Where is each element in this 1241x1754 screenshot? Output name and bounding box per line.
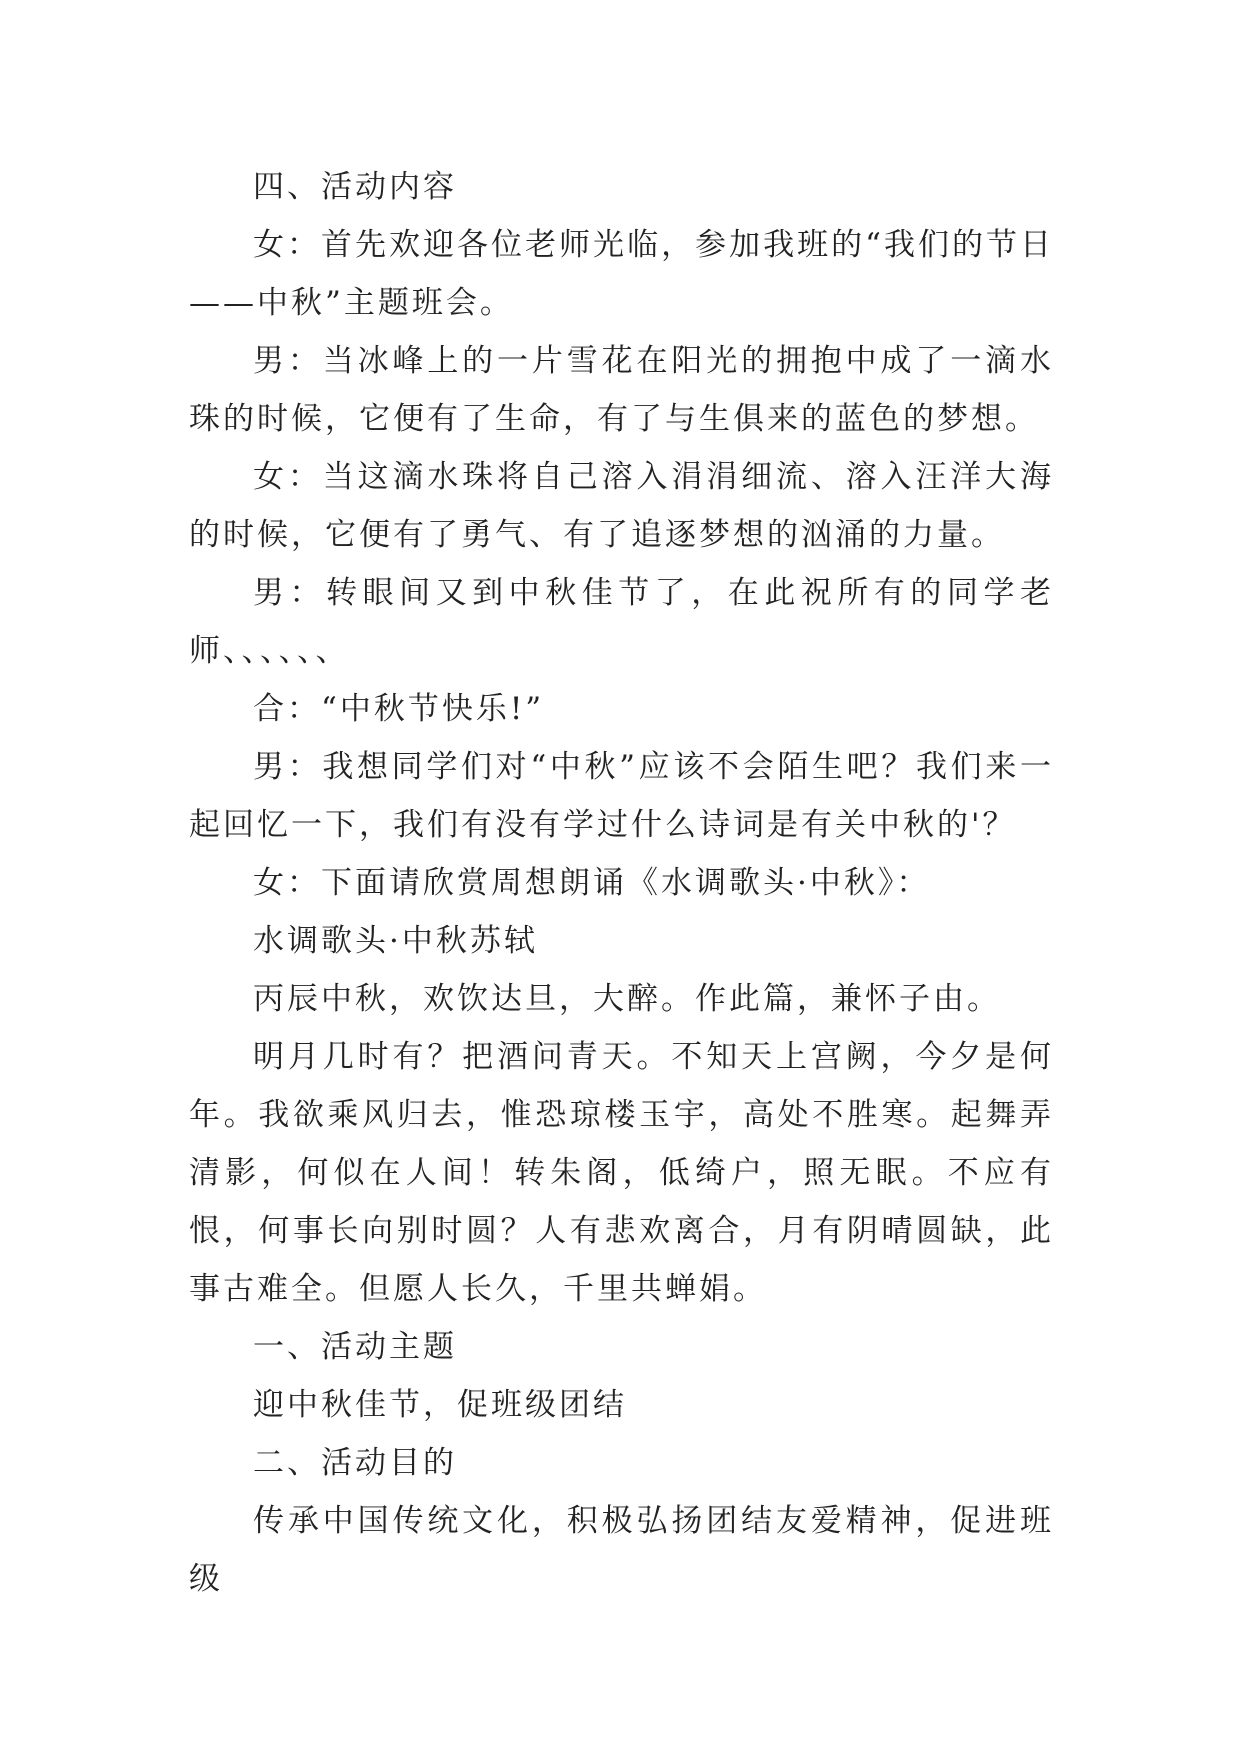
poem-title: 水调歌头·中秋苏轼 [253, 923, 538, 959]
poem-preface: 丙辰中秋，欢饮达旦，大醉。作此篇，兼怀子由。 [253, 981, 1001, 1017]
dialogue-paragraph: 男：我想同学们对“中秋”应该不会陌生吧？我们来一起回忆一下，我们有没有学过什么诗词是有关中秋的'？ [189, 749, 1054, 843]
section-heading-activity-purpose: 二、活动目的 [253, 1445, 457, 1481]
body-paragraph: 迎中秋佳节，促班级团结 [253, 1387, 627, 1423]
document-body [189, 158, 1054, 1608]
poem-body: 明月几时有？把酒问青天。不知天上宫阙，今夕是何年。我欲乘风归去，惟恐琼楼玉宇，高处不胜寒。起舞弄清影，何似在人间！转朱阁，低绮户，照无眠。不应有恨，何事长向别时圆？人有悲欢离合，月有阴晴圆缺，此事古难全。但愿人长久，千里共蝉娟。 [189, 1039, 1054, 1307]
dialogue-paragraph: 男：转眼间又到中秋佳节了，在此祝所有的同学老师、、、、、、 [189, 575, 1054, 669]
dialogue-paragraph: 合：“中秋节快乐!” [253, 691, 545, 727]
dialogue-paragraph: 女：当这滴水珠将自己溶入涓涓细流、溶入汪洋大海的时候，它便有了勇气、有了追逐梦想的汹涌的力量。 [189, 459, 1054, 553]
dialogue-paragraph: 男：当冰峰上的一片雪花在阳光的拥抱中成了一滴水珠的时候，它便有了生命，有了与生俱来的蓝色的梦想。 [189, 343, 1054, 437]
dialogue-paragraph: 女：首先欢迎各位老师光临，参加我班的“我们的节日——中秋”主题班会。 [189, 227, 1054, 321]
body-paragraph: 传承中国传统文化，积极弘扬团结友爱精神，促进班级 [189, 1503, 1054, 1597]
section-heading-activity-content: 四、活动内容 [253, 169, 457, 205]
dialogue-paragraph: 女：下面请欣赏周想朗诵《水调歌头·中秋》： [253, 865, 931, 901]
section-heading-activity-theme: 一、活动主题 [253, 1329, 457, 1365]
